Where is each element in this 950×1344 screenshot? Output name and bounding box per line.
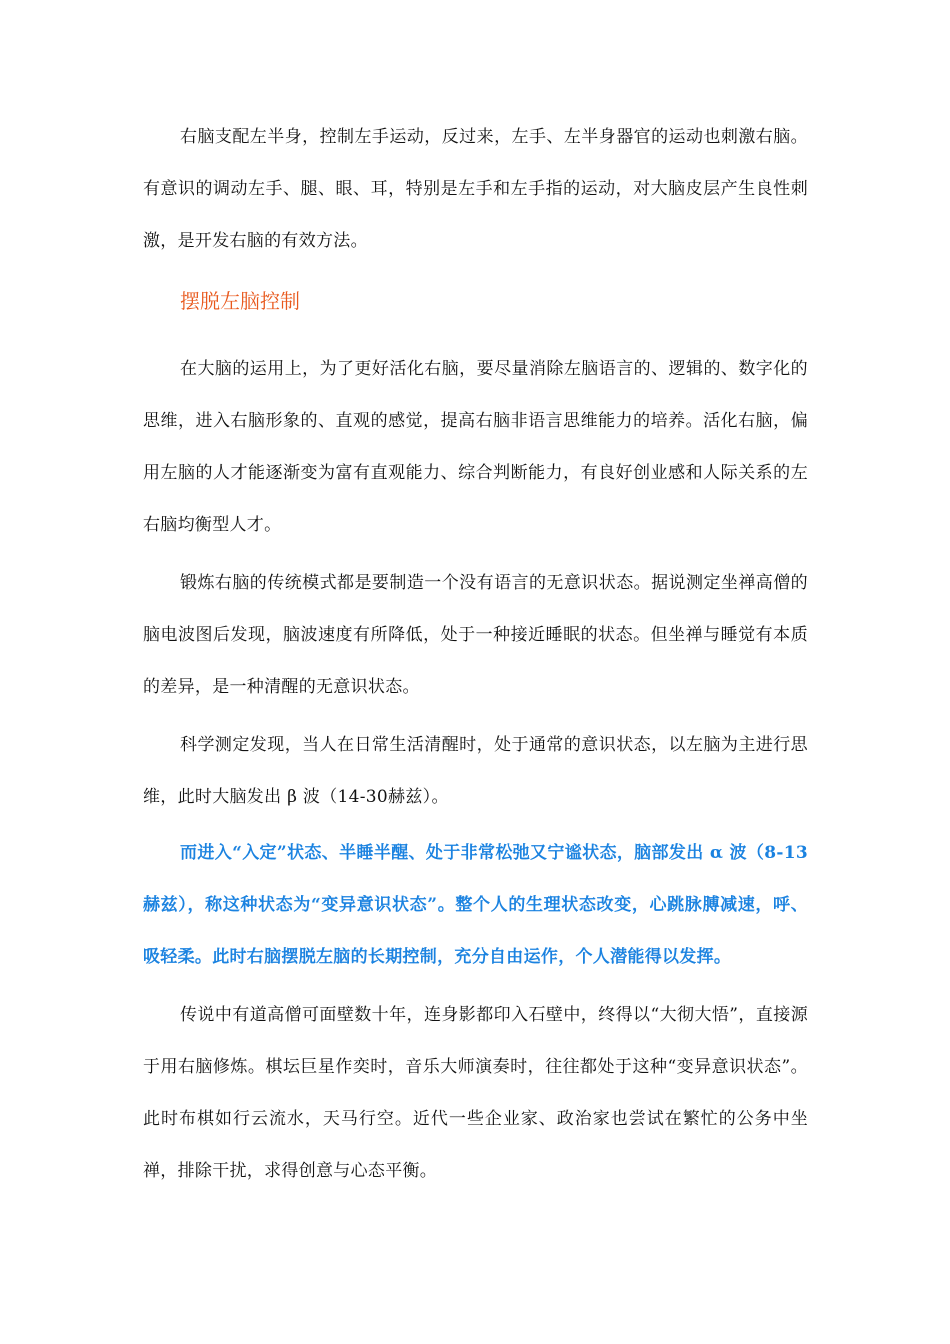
paragraph-alpha-wave-highlight: 而进入“入定”状态、半睡半醒、处于非常松弛又宁谧状态，脑部发出 α 波（8-13赫兹），称这种状态为“变异意识状态”。整个人的生理状态改变，心跳脉膊减速，呼、吸轻柔。此时右脑摆脱左脑的长期控制，充分自由运作，个人潜能得以发挥。 xyxy=(143,843,808,967)
paragraph-right-brain-control: 右脑支配左半身，控制左手运动，反过来，左手、左半身器官的运动也刺激右脑。有意识的调动左手、腿、眼、耳，特别是左手和左手指的运动，对大脑皮层产生良性刺激，是开发右脑的有效方法。 xyxy=(143,127,808,251)
section-heading: 摆脱左脑控制 xyxy=(180,289,300,313)
paragraph-traditional-training: 锻炼右脑的传统模式都是要制造一个没有语言的无意识状态。据说测定坐禅高僧的脑电波图后发现，脑波速度有所降低，处于一种接近睡眠的状态。但坐禅与睡觉有本质的差异，是一种清醒的无意识状态。 xyxy=(143,573,808,697)
paragraph-beta-wave: 科学测定发现，当人在日常生活清醒时，处于通常的意识状态，以左脑为主进行思维，此时大脑发出 β 波（14-30赫兹）。 xyxy=(143,735,808,807)
paragraph-legend-monk: 传说中有道高僧可面壁数十年，连身影都印入石壁中，终得以“大彻大悟”，直接源于用右脑修炼。棋坛巨星作奕时，音乐大师演奏时，往往都处于这种“变异意识状态”。此时布棋如行云流水，天马行空。近代一些企业家、政治家也尝试在繁忙的公务中坐禅，排除干扰，求得创意与心态平衡。 xyxy=(143,1005,808,1181)
paragraph-activate-right-brain: 在大脑的运用上，为了更好活化右脑，要尽量消除左脑语言的、逻辑的、数字化的思维，进入右脑形象的、直观的感觉，提高右脑非语言思维能力的培养。活化右脑，偏用左脑的人才能逐渐变为富有直观能力、综合判断能力，有良好创业感和人际关系的左右脑均衡型人才。 xyxy=(143,359,808,535)
